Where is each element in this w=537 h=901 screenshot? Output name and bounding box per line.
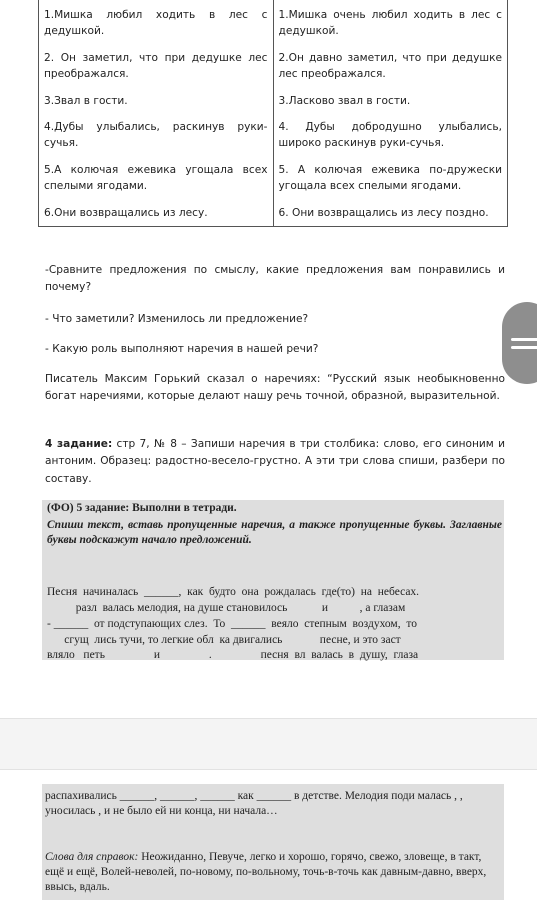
table-cell-right: 4. Дубы добродушно улыбались, широко раскинув руки-сучья. bbox=[273, 114, 508, 157]
gorky-quote: Писатель Максим Горький сказал о наречиях: “Русский язык необыкновенно богат наречиями, которые делают нашу речь точной, образной, выразительной. bbox=[45, 373, 505, 403]
question-compare: -Сравните предложения по смыслу, какие предложения вам понравились и почему? bbox=[45, 264, 505, 294]
comparison-table bbox=[38, 0, 508, 227]
table-cell-left: 5.А колючая ежевика угощала всех спелыми ягодами. bbox=[39, 157, 274, 200]
table-cell-left: 2. Он заметил, что при дедушке лес преображался. bbox=[39, 45, 274, 88]
table-cell-left: 6.Они возвращались из лесу. bbox=[39, 200, 274, 227]
song-line: Песня начиналась ______, как будто она рождалась где(то) на небесах. bbox=[47, 586, 420, 598]
song-line: разл валась мелодия, на душе становилось и , а глазам bbox=[47, 601, 406, 614]
song-continuation: распахивались ______, ______, ______ как ______ в детстве. Мелодия поди малась , , уносилась , и не было ей ни конца, ни начала… bbox=[45, 790, 463, 817]
song-line: вляло петь и . песня вл валась в душу, глаза bbox=[47, 649, 419, 662]
table-cell-left: 3.Звал в гости. bbox=[39, 88, 274, 114]
question-noticed: - Что заметили? Изменилось ли предложение? bbox=[45, 313, 309, 325]
page-break bbox=[0, 718, 537, 770]
table-row bbox=[39, 45, 508, 88]
table-cell-right: 2.Он давно заметил, что при дедушке лес преображался. bbox=[273, 45, 508, 88]
table-cell-right: 6. Они возвращались из лесу поздно. bbox=[273, 200, 508, 227]
task-5-title: (ФО) 5 задание: Выполни в тетради. bbox=[47, 502, 237, 514]
table-row bbox=[39, 157, 508, 200]
question-role: - Какую роль выполняют наречия в нашей речи? bbox=[45, 343, 319, 355]
table-cell-right: 1.Мишка очень любил ходить в лес с дедушкой. bbox=[273, 0, 508, 45]
side-menu-handle[interactable] bbox=[502, 302, 537, 384]
song-text bbox=[47, 585, 502, 664]
table-cell-right: 3.Ласково звал в гости. bbox=[273, 88, 508, 114]
table-row bbox=[39, 114, 508, 157]
song-line: - ______ от подступающих слез. То ______ веяло степным воздухом, то bbox=[47, 617, 417, 630]
table-row bbox=[39, 88, 508, 114]
task-4-text: стр 7, № 8 – Запиши наречия в три столбика: слово, его синоним и антоним. Образец: радостно-весело-грустно. А эти три слова спиши, разбери по составу. bbox=[45, 438, 505, 485]
table-cell-right: 5. А колючая ежевика по-дружески угощала всех спелыми ягодами. bbox=[273, 157, 508, 200]
task-4 bbox=[45, 436, 505, 488]
table-row bbox=[39, 200, 508, 227]
menu-line bbox=[511, 338, 537, 341]
reference-label: Слова для справок: bbox=[45, 851, 139, 863]
reference-words bbox=[45, 850, 503, 895]
table-row bbox=[39, 0, 508, 45]
song-line: сгущ лись тучи, то легкие обл ка двигались песне, и это заст bbox=[47, 633, 401, 646]
task-5-instruction: Спиши текст, вставь пропущенные наречия, а также пропущенные буквы. Заглавные буквы подскажут начало предложений. bbox=[47, 519, 502, 546]
table-cell-left: 4.Дубы улыбались, раскинув руки-сучья. bbox=[39, 114, 274, 157]
menu-line bbox=[511, 346, 537, 349]
reference-text: Неожиданно, Певуче, легко и хорошо, горячо, свежо, зловеще, в такт, ещё и ещё, Волей-неволей, по-новому, по-вольному, точь-в-точь как давным-давно, вверх, ввысь, вдаль. bbox=[45, 851, 487, 893]
table-cell-left: 1.Мишка любил ходить в лес с дедушкой. bbox=[39, 0, 274, 45]
task-4-label: 4 задание: bbox=[45, 438, 113, 450]
